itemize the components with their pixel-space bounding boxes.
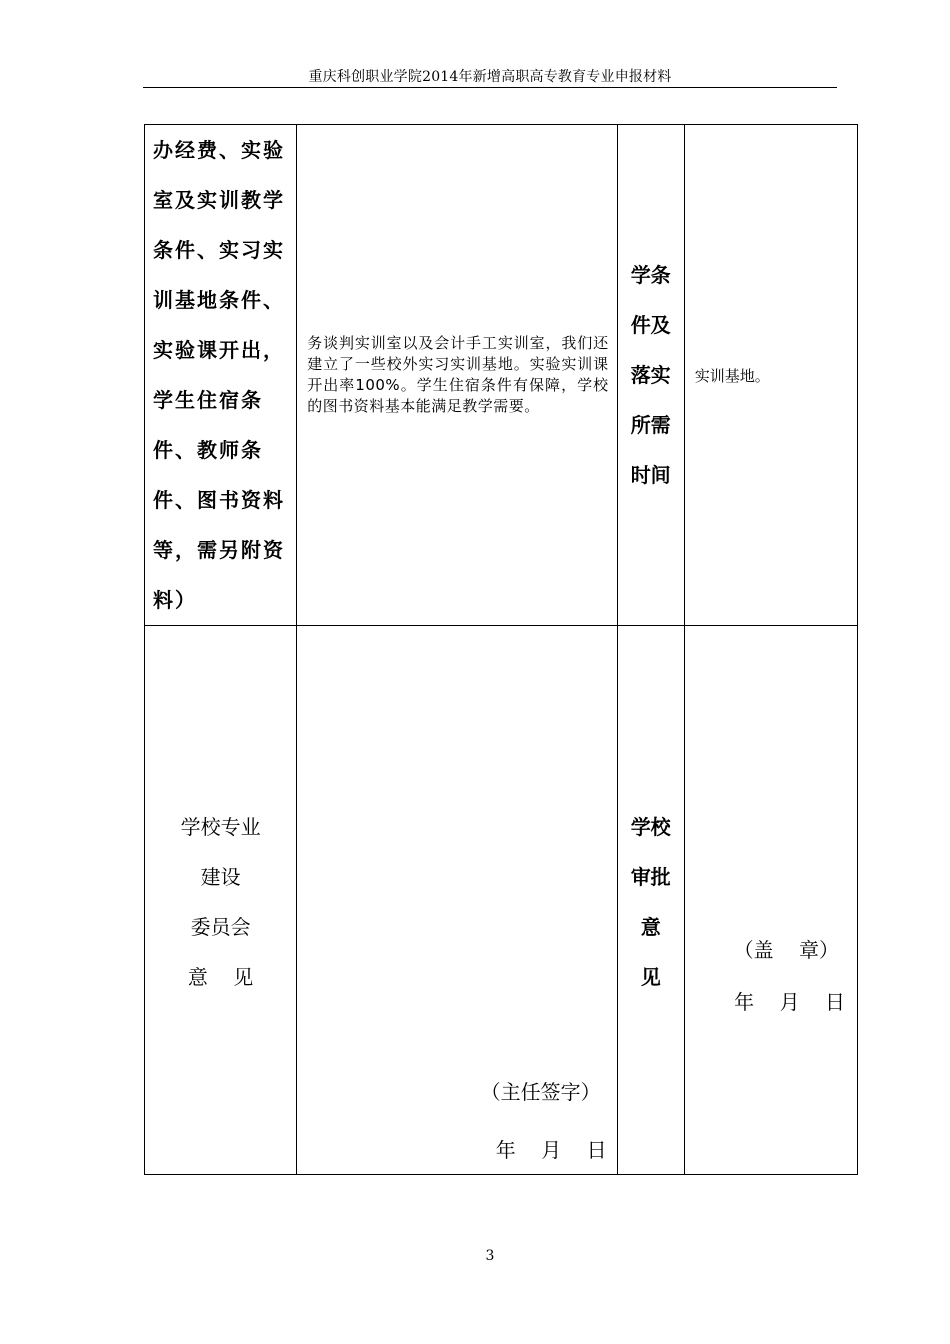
approval-line: 见 xyxy=(640,965,661,989)
conditions-label-cell xyxy=(145,125,297,626)
committee-opinion-label xyxy=(145,802,296,1002)
approval-opinion-cell xyxy=(684,626,857,1175)
implementation-content-cell xyxy=(684,125,857,626)
header-divider xyxy=(143,87,837,88)
implementation-label-cell xyxy=(617,125,684,626)
seal-date: 年 月 日 xyxy=(734,990,845,1014)
committee-line: 意 见 xyxy=(187,965,254,989)
committee-label-cell xyxy=(145,626,297,1175)
director-signature-date: 年 月 日 xyxy=(495,1138,607,1162)
committee-line: 委员会 xyxy=(190,915,251,939)
committee-opinion-cell xyxy=(297,626,617,1175)
implementation-label: 学条件及落实所需时间 xyxy=(630,263,671,487)
committee-line: 建设 xyxy=(200,865,241,889)
conditions-content: 务谈判实训室以及会计手工实训室，我们还建立了一些校外实习实训基地。实验实训课开出率100%。学生住宿条件有保障，学校的图书资料基本能满足教学需要。 xyxy=(307,334,609,415)
conditions-content-cell xyxy=(297,125,617,626)
document-header-title: 重庆科创职业学院2014年新增高职高专教育专业申报材料 xyxy=(308,69,672,85)
seal-label: （盖 章） xyxy=(733,938,839,962)
opinion-row xyxy=(145,626,858,1175)
conditions-row xyxy=(145,125,858,626)
implementation-content: 实训基地。 xyxy=(694,366,770,385)
conditions-label: 办经费、实验室及实训教学条件、实习实训基地条件、实验课开出，学生住宿条件、教师条件、图书资料等，需另附资料） xyxy=(153,138,285,612)
application-form-table xyxy=(144,124,858,1175)
approval-line: 意 xyxy=(640,915,661,939)
approval-label-cell xyxy=(617,626,684,1175)
committee-line: 学校专业 xyxy=(180,815,261,839)
approval-line: 审批 xyxy=(630,865,671,889)
approval-line: 学校 xyxy=(630,815,671,839)
school-approval-label xyxy=(618,802,684,1002)
page-number: 3 xyxy=(485,1248,495,1264)
director-signature-label: （主任签字） xyxy=(480,1080,601,1104)
